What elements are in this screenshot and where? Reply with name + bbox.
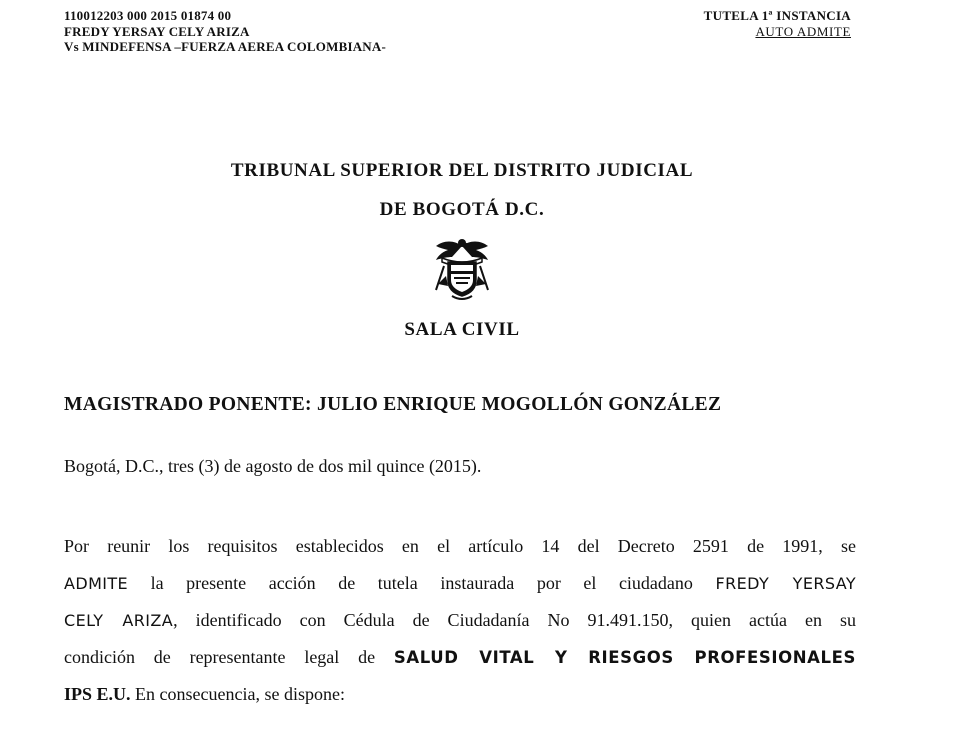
auto-type-label: AUTO ADMITE: [755, 23, 851, 39]
magistrado-ponente: MAGISTRADO PONENTE: JULIO ENRIQUE MOGOLLÓN GONZÁLEZ: [64, 394, 722, 415]
date-line: Bogotá, D.C., tres (3) de agosto de dos mil quince (2015).: [64, 456, 482, 476]
admite-keyword: ADMITE: [64, 574, 129, 593]
company-name: SALUD VITAL Y RIESGOS PROFESIONALES: [393, 648, 856, 667]
company-suffix: IPS E.U.: [64, 684, 131, 704]
defendant-name: Vs MINDEFENSA –FUERZA AEREA COLOMBIANA-: [64, 39, 387, 54]
case-number: 110012203 000 2015 01874 00: [64, 8, 232, 23]
body-line-2: ADMITE la presente acción de tutela instaurada por el ciudadano FREDY YERSAY: [64, 573, 856, 593]
body-line-4: condición de representante legal de SALUD VITAL Y RIESGOS PROFESIONALES: [64, 647, 856, 667]
plaintiff-name: FREDY YERSAY CELY ARIZA: [64, 23, 250, 39]
instance-label: TUTELA 1ª INSTANCIA: [703, 8, 851, 23]
plaintiff-surname: CELY ARIZA: [64, 611, 174, 630]
case-header-right: [704, 8, 851, 39]
coat-of-arms-icon: [430, 236, 494, 302]
body-line-3: CELY ARIZA, identificado con Cédula de Ciudadanía No 91.491.150, quien actúa en su: [64, 610, 856, 630]
court-title-line-1: TRIBUNAL SUPERIOR DEL DISTRITO JUDICIAL: [230, 160, 694, 181]
case-header-left: [64, 8, 386, 55]
body-line-5: IPS E.U. En consecuencia, se dispone:: [64, 684, 345, 704]
body-line-1: Por reunir los requisitos establecidos en el artículo 14 del Decreto 2591 de 1991, se: [64, 536, 856, 556]
body-paragraph: [64, 535, 856, 715]
court-title-line-2: DE BOGOTÁ D.C.: [379, 199, 545, 220]
plaintiff-first-name: FREDY YERSAY: [715, 574, 856, 593]
chamber-name: SALA CIVIL: [404, 319, 520, 340]
